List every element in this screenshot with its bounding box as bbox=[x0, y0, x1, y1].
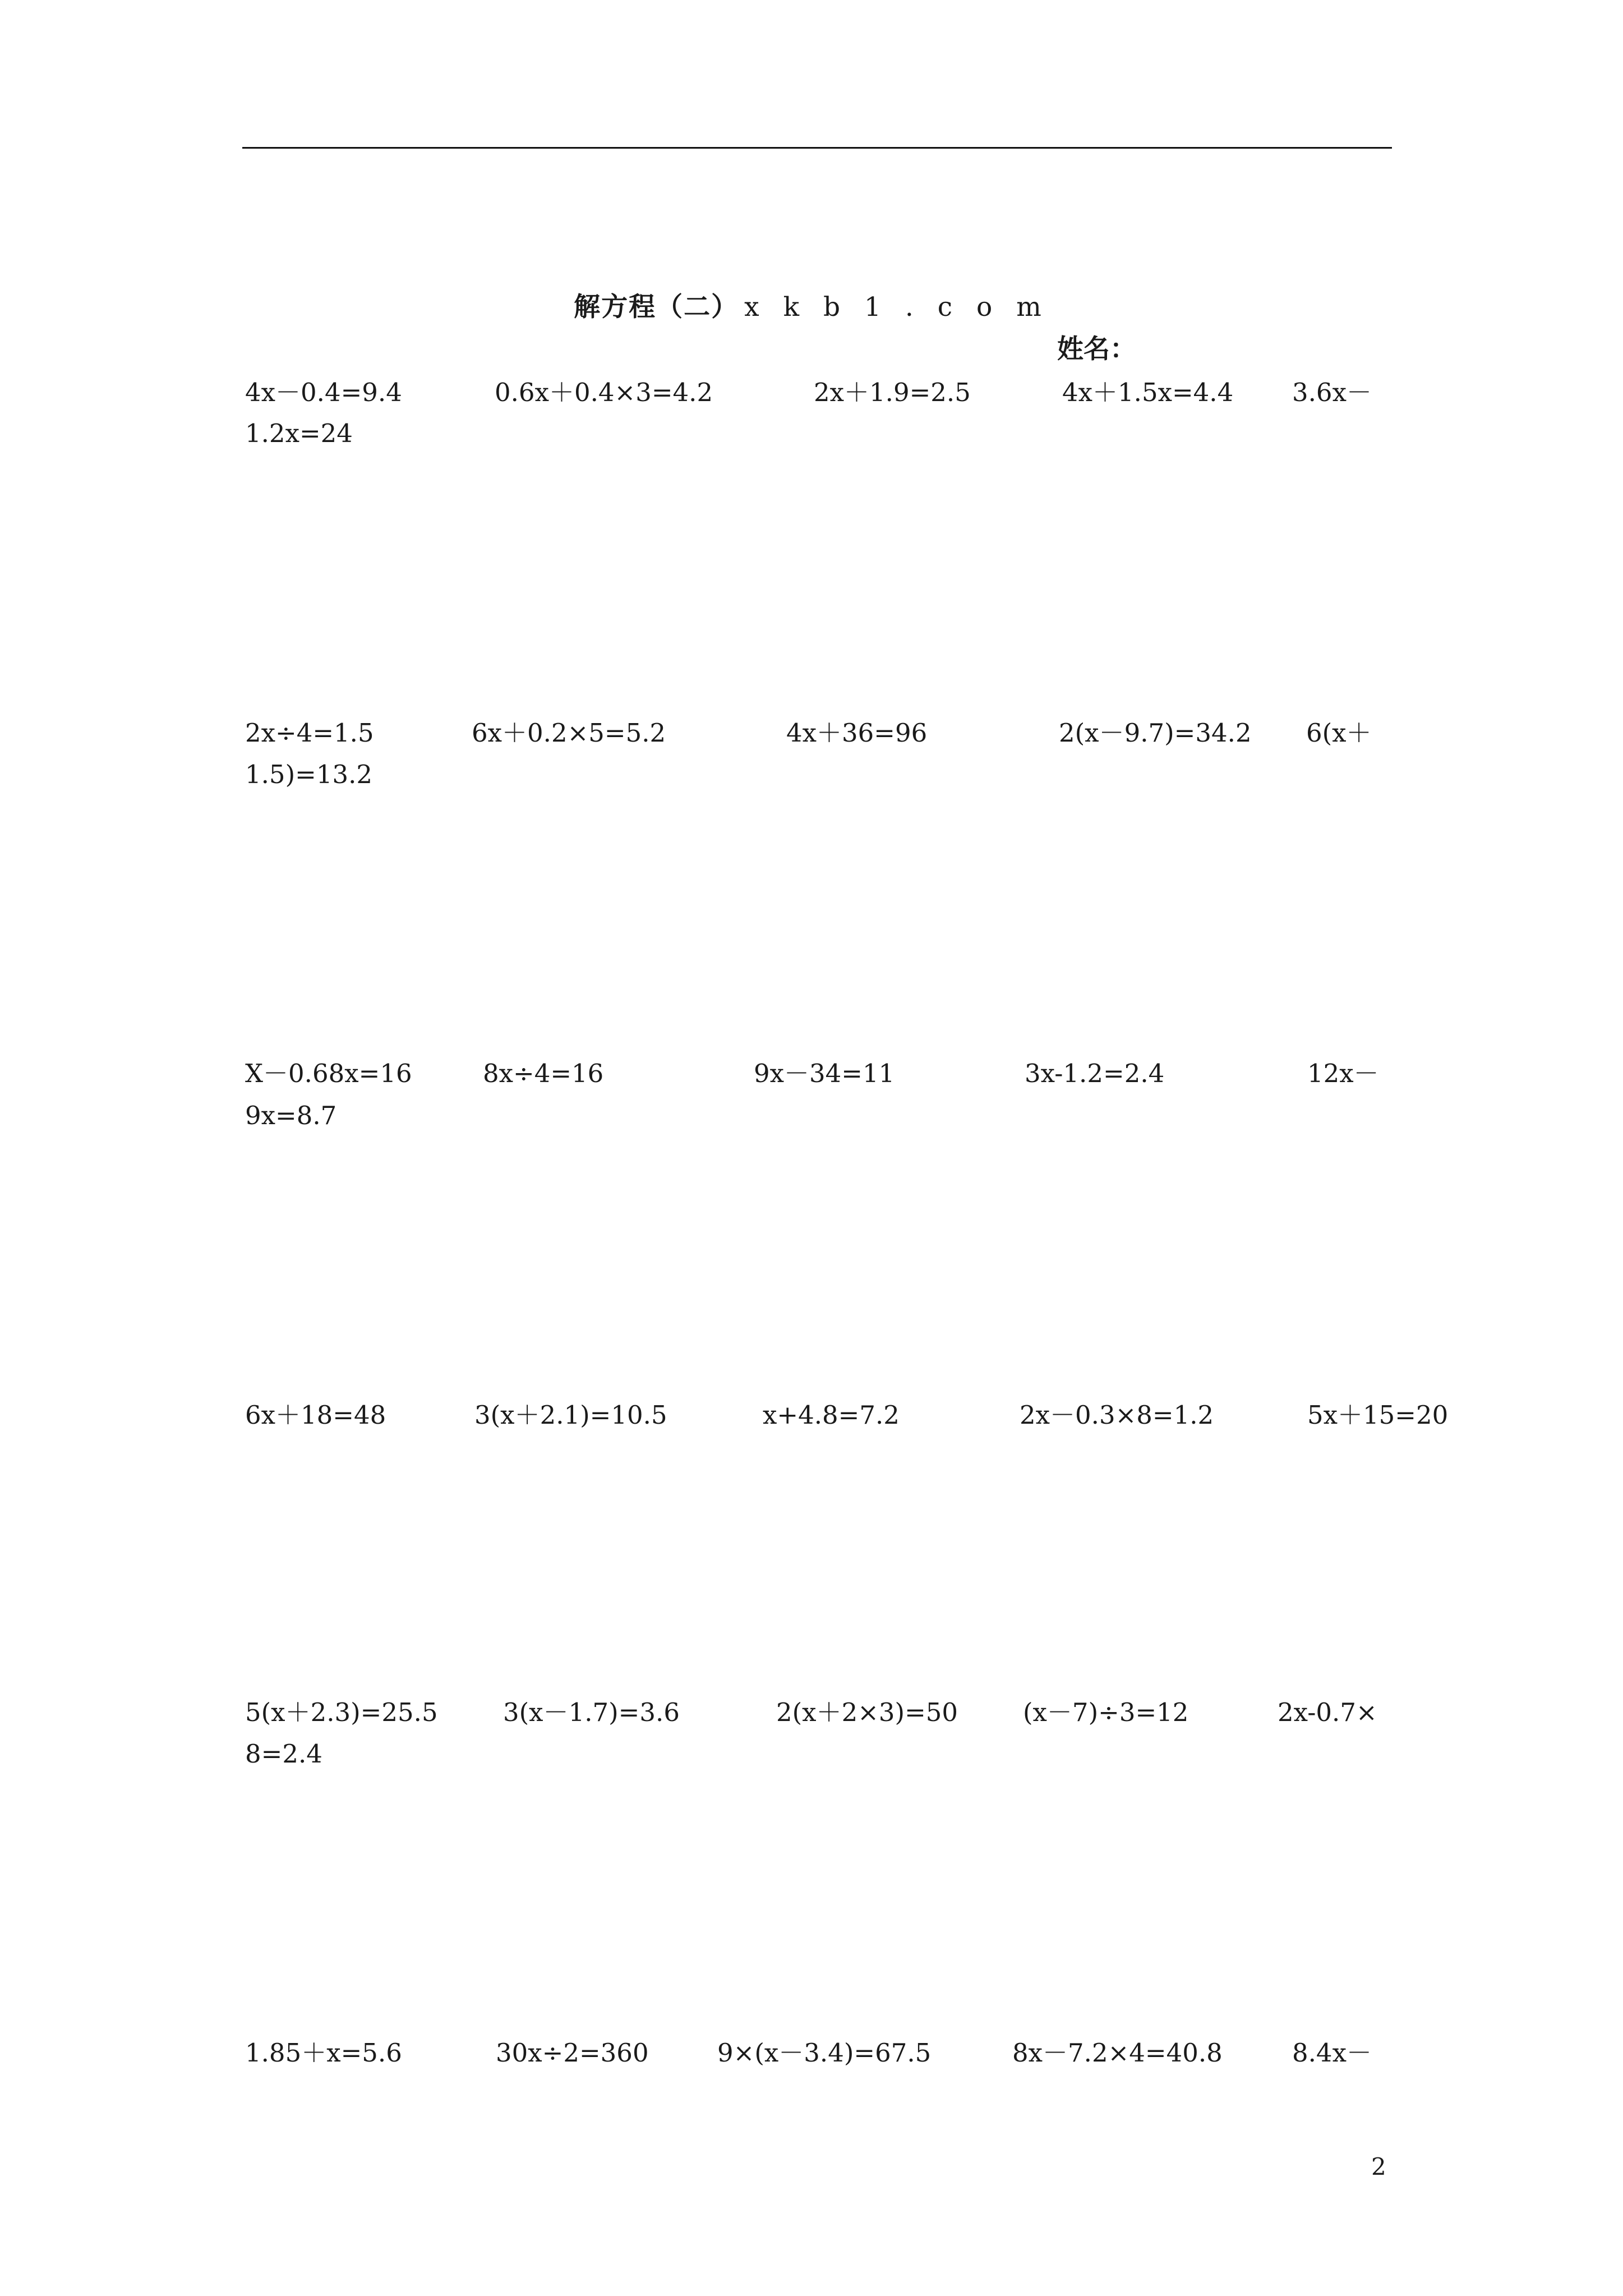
equation: 0.6x＋0.4×3=4.2 bbox=[495, 378, 713, 407]
equation-continuation: 9x=8.7 bbox=[245, 1101, 337, 1130]
equation: 8x－7.2×4=40.8 bbox=[1012, 2038, 1223, 2068]
title-source: x k b 1 . c o m bbox=[744, 292, 1049, 323]
equation: 5(x＋2.3)=25.5 bbox=[245, 1697, 438, 1727]
equation: 2(x＋2×3)=50 bbox=[776, 1697, 958, 1727]
page-number: 2 bbox=[1371, 2153, 1386, 2180]
header-rule bbox=[242, 147, 1392, 149]
equation: 3(x－1.7)=3.6 bbox=[503, 1697, 680, 1727]
equation: 8.4x－ bbox=[1292, 2038, 1372, 2068]
equation: 2x－0.3×8=1.2 bbox=[1020, 1400, 1214, 1430]
equation: x+4.8=7.2 bbox=[763, 1400, 900, 1430]
equation-continuation: 1.2x=24 bbox=[245, 418, 353, 448]
equation: 3.6x－ bbox=[1292, 378, 1372, 407]
equation: 2x-0.7× bbox=[1278, 1697, 1377, 1727]
title-text: 解方程（二） bbox=[574, 292, 739, 323]
equation: 1.85＋x=5.6 bbox=[245, 2038, 402, 2068]
equation: 3x-1.2=2.4 bbox=[1025, 1059, 1165, 1088]
equation: 30x÷2=360 bbox=[496, 2038, 649, 2068]
name-label: 姓名： bbox=[1057, 334, 1136, 365]
page-title bbox=[0, 286, 1623, 324]
equation: 4x－0.4=9.4 bbox=[245, 378, 402, 407]
equation: 6x＋0.2×5=5.2 bbox=[472, 718, 666, 748]
equation: 3(x＋2.1)=10.5 bbox=[474, 1400, 667, 1430]
equation: 9×(x－3.4)=67.5 bbox=[717, 2038, 932, 2068]
equation-continuation: 8=2.4 bbox=[245, 1739, 322, 1769]
equation: 6x＋18=48 bbox=[245, 1400, 386, 1430]
equation: 2x÷4=1.5 bbox=[245, 718, 374, 748]
equation: 12x－ bbox=[1307, 1059, 1379, 1088]
equation: 8x÷4=16 bbox=[483, 1059, 604, 1088]
equation: 4x＋36=96 bbox=[786, 718, 928, 748]
equation: 6(x＋ bbox=[1306, 718, 1372, 748]
equation-continuation: 1.5)=13.2 bbox=[245, 760, 373, 789]
equation: (x－7)÷3=12 bbox=[1023, 1697, 1189, 1727]
equation: 4x＋1.5x=4.4 bbox=[1062, 378, 1234, 407]
equation: 2x＋1.9=2.5 bbox=[814, 378, 971, 407]
equation: 9x－34=11 bbox=[754, 1059, 895, 1088]
equation: 2(x－9.7)=34.2 bbox=[1059, 718, 1252, 748]
equation: X－0.68x=16 bbox=[245, 1059, 412, 1088]
equation: 5x＋15=20 bbox=[1307, 1400, 1449, 1430]
